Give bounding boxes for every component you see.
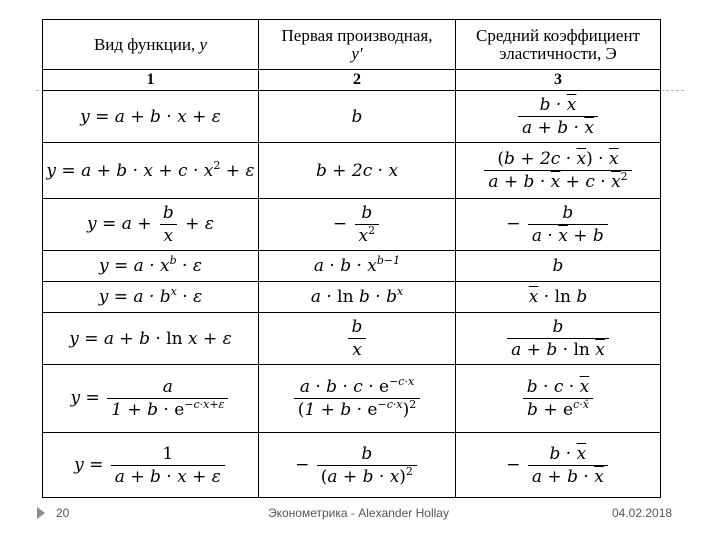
- derivative-cell: [259, 365, 456, 433]
- formula-hyperbolic: y = a + $\frac{b}{x}$ + ε: [87, 203, 214, 246]
- derivative-linear: b: [351, 106, 363, 127]
- formula-logarithmic: y = a + b · ln x + ε: [69, 328, 232, 349]
- footer-date: 04.02.2018: [612, 506, 673, 520]
- header-row: [43, 20, 661, 70]
- function-cell: [43, 433, 259, 498]
- formula-exponential: $y = a \cdot b^x \cdot \varepsilon$: [98, 285, 203, 307]
- header-function-label: Вид функции,: [93, 34, 196, 54]
- derivative-cell: [259, 282, 456, 313]
- derivative-exponential: $a \cdot \ln b \cdot b^x$: [310, 285, 404, 307]
- table-row: [43, 282, 661, 313]
- column-number-2: 2: [259, 70, 456, 91]
- derivative-hyperbolic: − $\frac{b}{x^2}$: [333, 203, 381, 246]
- derivative-logarithmic: $\frac{b}{x}$: [346, 317, 369, 360]
- elasticity-cell: [456, 199, 661, 251]
- elasticity-inverse: − $\frac{b \cdot \overline{x}}{a + b \cdot \overline{x}}$: [506, 444, 610, 487]
- derivative-cell: [259, 433, 456, 498]
- derivative-inverse: − $\frac{b}{(a + b \cdot x)^2}$: [295, 444, 419, 487]
- elasticity-cell: [456, 365, 661, 433]
- formula-quadratic: $y = a + b \cdot x + c \cdot x^2 + \varepsilon$: [46, 158, 255, 181]
- header-elasticity-cell: [456, 20, 661, 70]
- derivative-quadratic: b + 2c · x: [315, 160, 399, 181]
- derivative-cell: [259, 91, 456, 143]
- formula-inverse: y = $\frac{1}{a + b \cdot x + \varepsilon}$: [74, 444, 227, 487]
- derivative-cell: [259, 143, 456, 199]
- header-function-cell: [43, 20, 259, 70]
- function-cell: [43, 143, 259, 199]
- elasticity-cell: [456, 282, 661, 313]
- derivative-cell: [259, 199, 456, 251]
- function-cell: [43, 365, 259, 433]
- formula-linear: y = a + b · x + ε: [80, 106, 221, 127]
- column-number-row: [43, 70, 661, 91]
- header-elasticity-var: Э: [605, 43, 617, 63]
- header-derivative-cell: [259, 20, 456, 70]
- elasticity-hyperbolic: − $\frac{b}{a \cdot \overline{x} + b}$: [506, 203, 610, 246]
- header-elasticity-label-1: Средний коэффициент: [476, 25, 640, 45]
- elasticity-cell: [456, 251, 661, 282]
- header-derivative-var: y′: [351, 43, 363, 63]
- elasticity-power: b: [552, 256, 564, 276]
- footer-title: Эконометрика - Alexander Hollay: [268, 506, 449, 520]
- footer-arrow-icon: [37, 507, 45, 519]
- table-row: [43, 199, 661, 251]
- function-cell: [43, 91, 259, 143]
- elasticity-linear: $\frac{b \cdot \overline{x}}{a + b \cdot \overline{x}}$: [516, 95, 600, 138]
- elasticity-cell: [456, 433, 661, 498]
- column-number-3: 3: [456, 70, 661, 91]
- function-cell: [43, 313, 259, 365]
- function-cell: [43, 282, 259, 313]
- table-row: [43, 365, 661, 433]
- function-cell: [43, 251, 259, 282]
- derivative-cell: [259, 251, 456, 282]
- elasticity-cell: [456, 143, 661, 199]
- derivative-cell: [259, 313, 456, 365]
- formula-table: [42, 19, 661, 498]
- elasticity-exponential: $\overline{x} \cdot \ln b$: [528, 287, 588, 307]
- elasticity-logistic: $\frac{b \cdot c \cdot \overline{x}}{b + e^{c\cdot x̄}}$: [521, 377, 595, 420]
- table-row: [43, 143, 661, 199]
- elasticity-logarithmic: $\frac{b}{a + b \cdot \ln \overline{x}}$: [505, 317, 611, 360]
- table-row: [43, 313, 661, 365]
- table-row: [43, 91, 661, 143]
- function-cell: [43, 199, 259, 251]
- page-number: 20: [56, 506, 70, 520]
- formula-power: $y = a \cdot x^b \cdot \varepsilon$: [98, 254, 202, 276]
- elasticity-cell: [456, 313, 661, 365]
- elasticity-cell: [456, 91, 661, 143]
- header-function-var: y: [199, 34, 208, 54]
- table-row: [43, 433, 661, 498]
- derivative-power: $a \cdot b \cdot x^{b-1}$: [313, 254, 401, 276]
- header-derivative-label: Первая производная,: [281, 25, 433, 45]
- elasticity-quadratic: $\frac{(b + 2c \cdot \overline{x}) \cdot \overline{x}}{a + b \cdot \overline{x} + c \cdot \overline{x}^2}$: [482, 149, 633, 192]
- table-row: [43, 251, 661, 282]
- derivative-logistic: $\frac{a \cdot b \cdot c \cdot e^{-c\cdot x}}{(1 + b \cdot e^{-c\cdot x})^2}$: [292, 377, 422, 420]
- header-elasticity-label-2: эластичности,: [499, 43, 602, 63]
- formula-logistic: y = $\frac{a}{1 + b \cdot e^{-c\cdot x+\varepsilon}}$: [71, 377, 231, 420]
- column-number-1: 1: [43, 70, 259, 91]
